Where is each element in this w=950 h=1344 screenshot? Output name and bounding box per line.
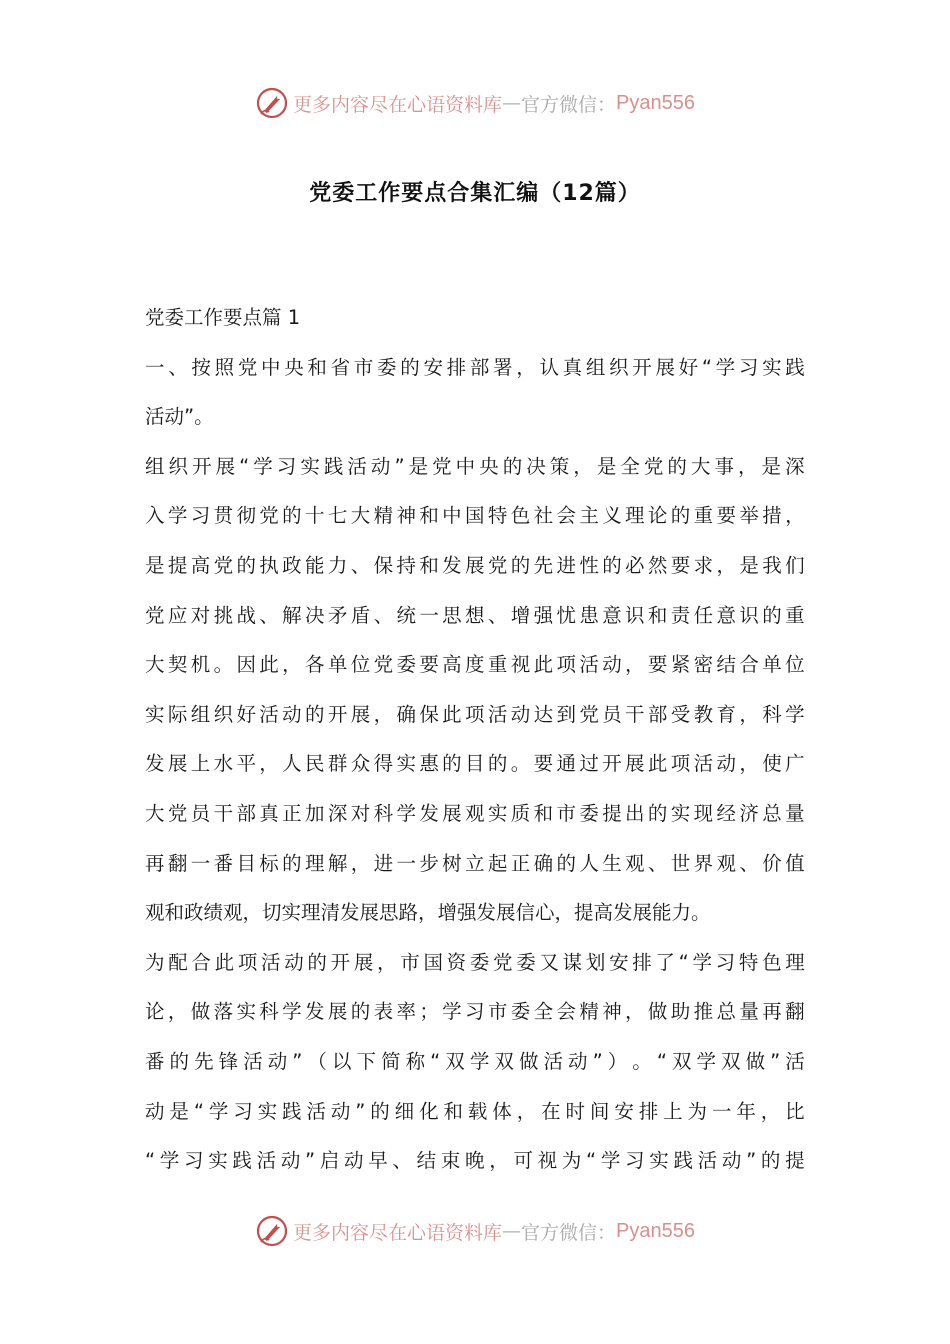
paragraph-line: 大 契 机 。 因 此 ， 各 单 位 党 委 要 高 度 重 视 此 项 活 动 ， 要 紧 密 结 合 单 位 <box>145 653 805 677</box>
paragraph-line: 观和政绩观，切实理清发展思路，增强发展信心，提高发展能力。 <box>145 901 711 925</box>
banner-wechat-id: Pyan556 <box>616 91 695 114</box>
paragraph-line: 实 际 组 织 好 活 动 的 开 展 ， 确 保 此 项 活 动 达 到 党 员 干 部 受 教 育 ， 科 学 <box>145 702 805 726</box>
paragraph-line: 组 织 开 展 “ 学 习 实 践 活 动 ” 是 党 中 央 的 决 策 ， 是 全 党 的 大 事 ， 是 深 <box>145 454 805 478</box>
footer-watermark-banner <box>0 1211 950 1251</box>
banner-dash: — <box>502 92 522 114</box>
paragraph-line: 大 党 员 干 部 真 正 加 深 对 科 学 发 展 观 实 质 和 市 委 提 出 的 实 现 经 济 总 量 <box>145 801 805 825</box>
paragraph-line: 入 学 习 贯 彻 党 的 十 七 大 精 神 和 中 国 特 色 社 会 主 义 理 论 的 重 要 举 措 ， <box>145 504 805 528</box>
paragraph-line: 发 展 上 水 平 ， 人 民 群 众 得 实 惠 的 目 的 。 要 通 过 开 展 此 项 活 动 ， 使 广 <box>145 752 805 776</box>
banner-dash: — <box>502 1220 522 1242</box>
banner-wechat-id: Pyan556 <box>616 1219 695 1242</box>
paragraph-line: 活动”。 <box>145 405 214 429</box>
paragraph-line: 党 应 对 挑 战 、 解 决 矛 盾 、 统 一 思 想 、 增 强 忧 患 意 识 和 责 任 意 识 的 重 <box>145 603 805 627</box>
body-text <box>145 343 805 1186</box>
header-watermark-banner <box>0 83 950 123</box>
paragraph-line: 一 、 按 照 党 中 央 和 省 市 委 的 安 排 部 署 ， 认 真 组 织 开 展 好 “ 学 习 实 践 <box>145 355 805 379</box>
pen-logo-icon <box>255 1214 289 1248</box>
banner-wechat-label: 官方微信： <box>521 1221 617 1244</box>
paragraph-line: 是 提 高 党 的 执 政 能 力 、 保 持 和 发 展 党 的 先 进 性 的 必 然 要 求 ， 是 我 们 <box>145 553 805 577</box>
banner-text: 更多内容尽在心语资料库 <box>293 93 503 116</box>
paragraph-line: 为 配 合 此 项 活 动 的 开 展 ， 市 国 资 委 党 委 又 谋 划 安 排 了 “ 学 习 特 色 理 <box>145 950 805 974</box>
paragraph-line: 论 ， 做 落 实 科 学 发 展 的 表 率 ； 学 习 市 委 全 会 精 神 ， 做 助 推 总 量 再 翻 <box>145 1000 805 1024</box>
paragraph-line: 再 翻 一 番 目 标 的 理 解 ， 进 一 步 树 立 起 正 确 的 人 生 观 、 世 界 观 、 价 值 <box>145 851 805 875</box>
document-title: 党委工作要点合集汇编（12篇） <box>309 181 641 206</box>
pen-logo-icon <box>255 86 289 120</box>
paragraph-line: 动 是 “ 学 习 实 践 活 动 ” 的 细 化 和 载 体 ， 在 时 间 安 排 上 为 一 年 ， 比 <box>145 1099 805 1123</box>
paragraph-line: 番 的 先 锋 活 动 ” （ 以 下 简 称 “ 双 学 双 做 活 动 ” ） 。 “ 双 学 双 做 ” 活 <box>145 1049 805 1073</box>
document-body <box>145 293 805 1186</box>
paragraph-line: “ 学 习 实 践 活 动 ” 启 动 早 、 结 束 晚 ， 可 视 为 “ 学 习 实 践 活 动 ” 的 提 <box>145 1149 805 1173</box>
banner-wechat-label: 官方微信： <box>521 93 617 116</box>
banner-text: 更多内容尽在心语资料库 <box>293 1221 503 1244</box>
section-heading: 党委工作要点篇 1 <box>145 306 301 329</box>
